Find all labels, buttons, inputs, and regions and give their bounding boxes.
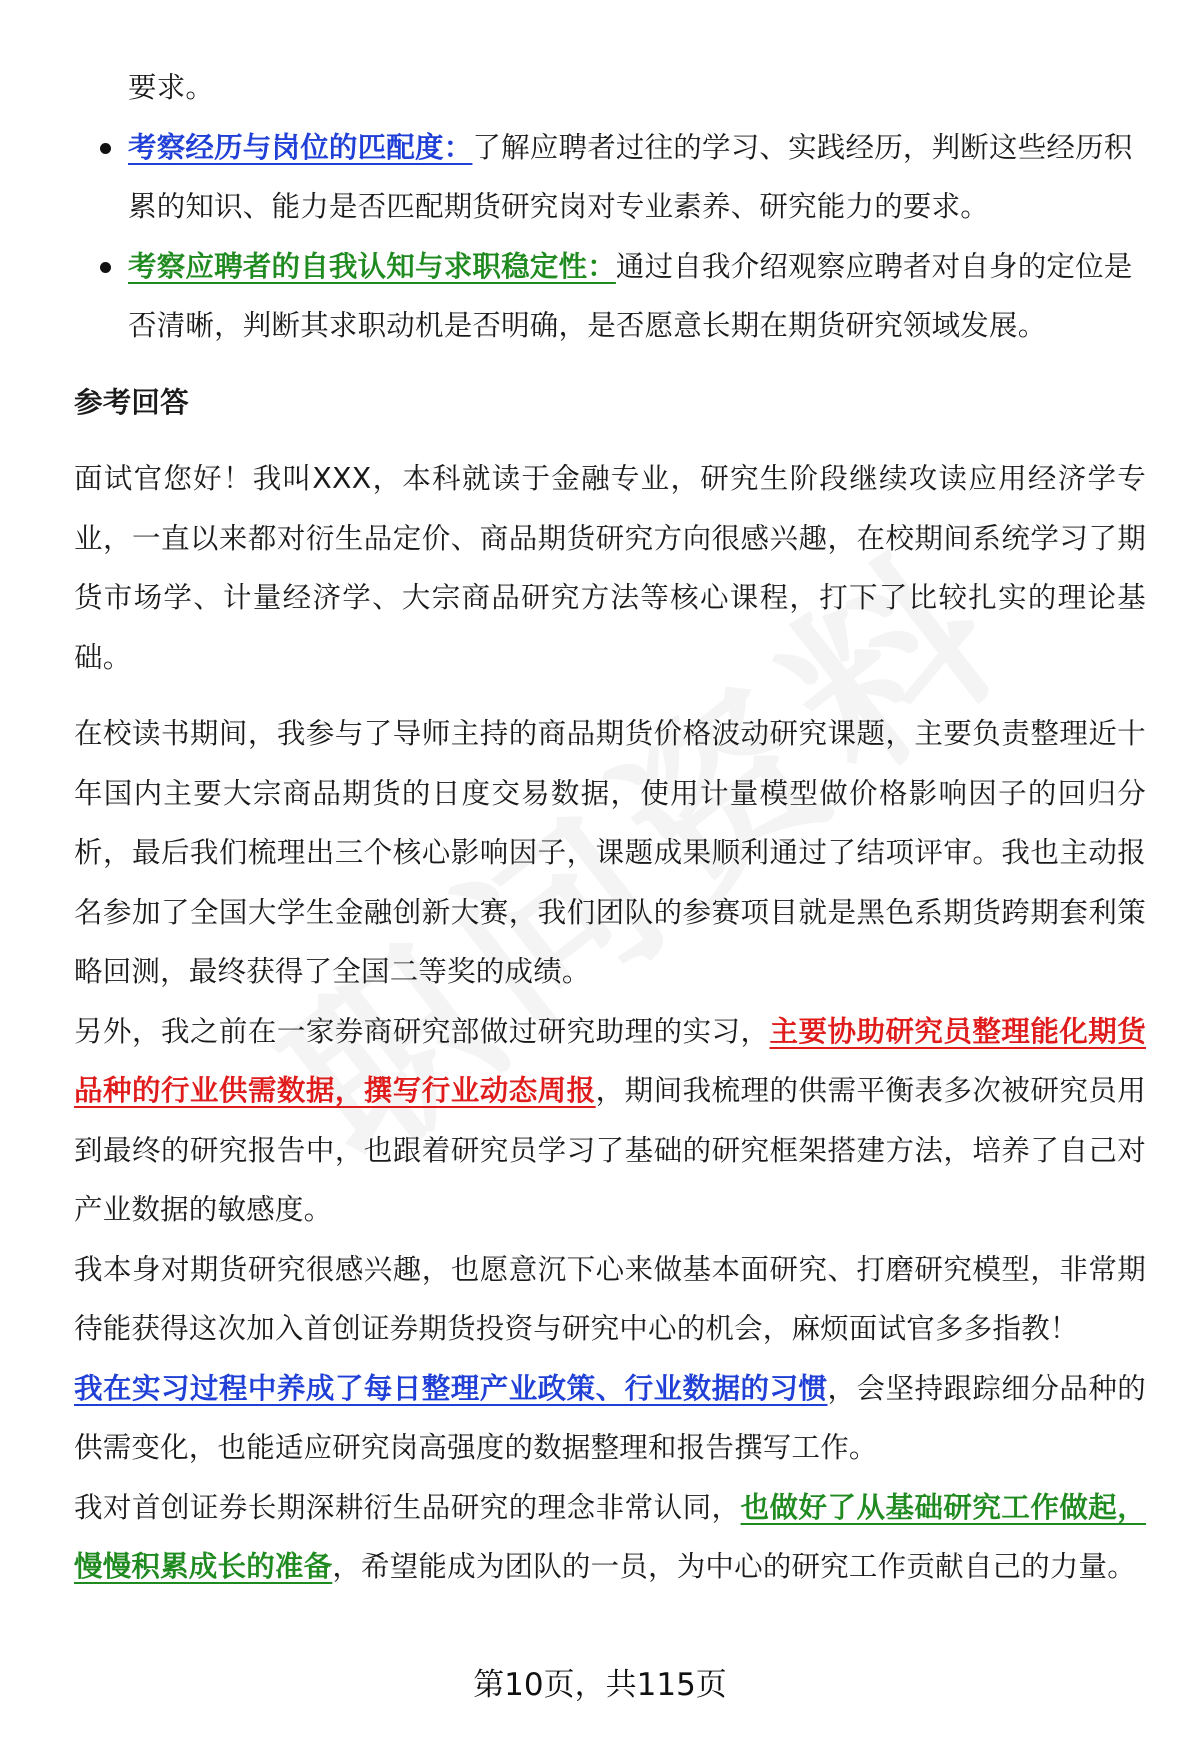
list-item-self-awareness <box>74 237 1146 356</box>
list-item-text: 了解应聘者过往的学习、实践经历，判断这些经历积累的知识、能力是否匹配期货研究岗对专业素养、研究能力的要求。 <box>128 130 1133 223</box>
continued-text: 要求。 <box>128 71 215 104</box>
highlight-label: 考察经历与岗位的匹配度： <box>128 130 473 164</box>
paragraph-text: ，希望能成为团队的一员，为中心的研究工作贡献自己的力量。 <box>332 1550 1136 1583</box>
bullet-dot-icon <box>100 262 111 273</box>
section-title: 参考回答 <box>74 385 189 419</box>
highlight-red: 主要协助研究员整理能化期货品种的行业供需数据，撰写行业动态周报 <box>74 1014 1146 1107</box>
answer-paragraph-research: 在校读书期间，我参与了导师主持的商品期货价格波动研究课题，主要负责整理近十年国内主要大宗商品期货的日度交易数据，使用计量模型做价格影响因子的回归分析，最后我们梳理出三个核心影响因子，课题成果顺利通过了结项评审。我也主动报名参加了全国大学生金融创新大赛，我们团队的参赛项目就是黑色系期货跨期套利策略回测，最终获得了全国二等奖的成绩。 <box>74 717 1146 988</box>
answer-paragraph-motivation: 我本身对期货研究很感兴趣，也愿意沉下心来做基本面研究、打磨研究模型，非常期待能获得这次加入首创证券期货投资与研究中心的机会，麻烦面试官多多指教！ <box>74 1252 1146 1345</box>
list-item-text: 通过自我介绍观察应聘者对自身的定位是否清晰，判断其求职动机是否明确，是否愿意长期在期货研究领域发展。 <box>128 249 1133 342</box>
paragraph-text: ，期间我梳理的供需平衡表多次被研究员用到最终的研究报告中，也跟着研究员学习了基础的研究框架搭建方法，培养了自己对产业数据的敏感度。 <box>74 1074 1146 1226</box>
answer-paragraph-closing <box>74 1478 1146 1597</box>
bullet-dot-icon <box>100 143 111 154</box>
page-number-footer: 第10页，共115页 <box>473 1667 727 1703</box>
paragraph-text: ，会坚持跟踪细分品种的供需变化，也能适应研究岗高强度的数据整理和报告撰写工作。 <box>74 1371 1147 1464</box>
highlight-label: 考察应聘者的自我认知与求职稳定性： <box>128 249 616 283</box>
list-item-experience-match <box>74 118 1146 237</box>
answer-paragraph-habits <box>74 1359 1146 1478</box>
paragraph-text: 我对首创证券长期深耕衍生品研究的理念非常认同， <box>74 1490 741 1524</box>
paragraph-text: 另外，我之前在一家券商研究部做过研究助理的实习， <box>74 1014 770 1048</box>
answer-paragraph-intro: 面试官您好！我叫XXX，本科就读于金融专业，研究生阶段继续攻读应用经济学专业，一直以来都对衍生品定价、商品期货研究方向很感兴趣，在校期间系统学习了期货市场学、计量经济学、大宗商品研究方法等核心课程，打下了比较扎实的理论基础。 <box>74 462 1146 674</box>
page-content <box>74 58 1146 1597</box>
highlight-blue: 我在实习过程中养成了每日整理产业政策、行业数据的习惯 <box>74 1371 828 1405</box>
highlight-green: 也做好了从基础研究工作做起，慢慢积累成长的准备 <box>74 1490 1146 1583</box>
answer-paragraph-internship <box>74 1002 1146 1240</box>
evaluation-points-list <box>74 118 1146 356</box>
